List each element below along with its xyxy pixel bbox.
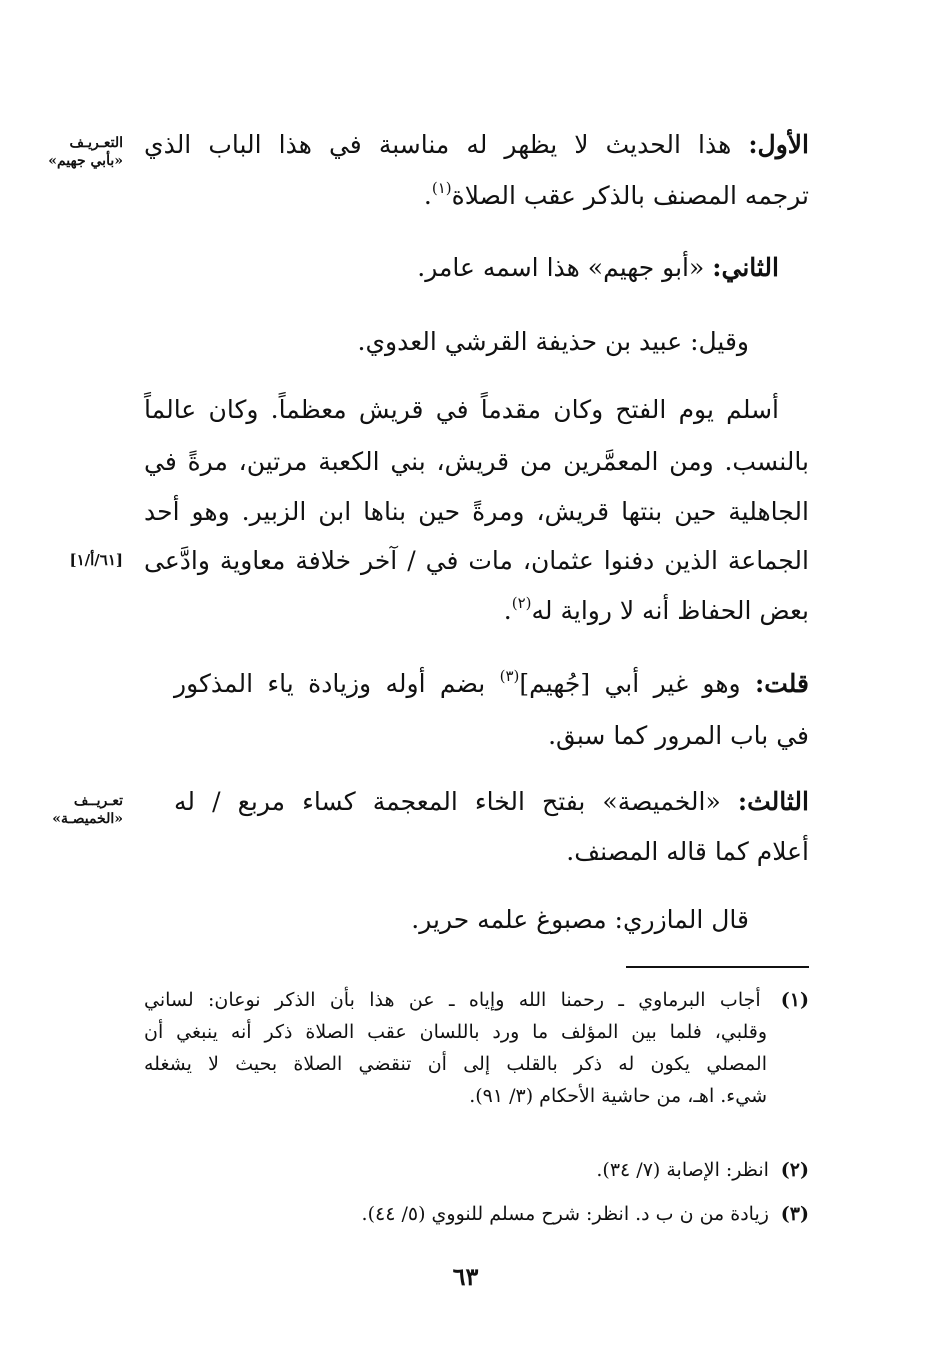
margin-note-line: التعـريـف [69, 135, 123, 151]
footnote-text: أجاب البرماوي ـ رحمنا الله وإياه ـ عن هذا بأن الذكر نوعان: لساني [144, 989, 761, 1011]
para4-text: أسلم يوم الفتح وكان مقدماً في قريش معظماً. وكان عالماً [144, 395, 779, 424]
footnote-number: (٣) [780, 1203, 809, 1225]
para4-text: الجماعة الذين دفنوا عثمان، مات في / آخر خلافة معاوية وادَّعى [144, 546, 809, 575]
para4-text: بعض الحفاظ أنه لا رواية له [531, 596, 809, 625]
para4-line5 [504, 591, 809, 631]
para5-line1 [174, 664, 809, 704]
para5-text: بضم أوله وزيادة ياء المذكور [174, 669, 486, 698]
para6-label: الثالث: [737, 787, 809, 816]
para5-text: في باب المرور كما سبق. [548, 721, 809, 750]
para3-text: وقيل: عبيد بن حذيفة القرشي العدوي. [357, 327, 749, 356]
margin-note-line: «الخميصـة» [52, 811, 123, 827]
para4-text: بالنسب. ومن المعمَّرين من قريش، بني الكعبة مرتين، مرةً في [144, 447, 809, 476]
footnote-line: المصلي يكون له ذكر بالقلب إلى أن تنقضي الصلاة بحيث لا يشغله [144, 1053, 767, 1075]
margin-note-page-reference: [٦١/أ/١] [69, 551, 123, 569]
footnote-line [144, 984, 809, 1016]
para5-text: وهو غير أبي [جُهيم] [519, 669, 741, 698]
footnote-line: وقلبي، فلما بين المؤلف ما ورد باللسان عقب الصلاة ذكر أنه ينبغي أن [144, 1021, 767, 1043]
para1-line2 [424, 176, 809, 216]
para1-line2-end: . [423, 181, 432, 210]
margin-note-khamisa [52, 792, 123, 828]
para4-line2 [144, 442, 809, 482]
para7-line [411, 900, 749, 940]
para1-line1 [144, 125, 809, 165]
para4-line4 [144, 541, 809, 581]
para1-text: هذا الحديث لا يظهر له مناسبة في هذا الباب الذي [144, 130, 732, 159]
para6-text: «الخميصة» بفتح الخاء المعجمة كساء مربع / له [174, 787, 721, 816]
footnote-text: زيادة من ن ب د. انظر: شرح مسلم للنووي (٥/ ٤٤). [361, 1203, 769, 1225]
page-number: ٦٣ [452, 1262, 479, 1291]
para4-text: الجاهلية حين بنتها قريش، ومرةً حين بناها ابن الزبير. وهو أحد [144, 497, 809, 526]
para3-line [358, 322, 749, 362]
footnote-number: (١) [780, 989, 809, 1011]
margin-note-abu-juhaym [48, 134, 123, 170]
margin-note-line: تعـريــف [73, 793, 123, 809]
para6-line1 [174, 782, 809, 822]
footnote-text: انظر: الإصابة (٧/ ٣٤). [596, 1159, 769, 1181]
para6-line2 [566, 832, 809, 872]
para2-text: «أبو جهيم» هذا اسمه عامر. [417, 253, 705, 282]
para5-label: قلت: [755, 669, 810, 698]
para4-line3 [144, 492, 809, 532]
para1-label: الأول: [748, 130, 809, 159]
footnote-2 [596, 1154, 809, 1186]
para2-line [417, 248, 779, 288]
footnote-3 [362, 1198, 809, 1230]
para6-text: أعلام كما قاله المصنف. [566, 837, 809, 866]
footnote-ref: (١) [431, 179, 452, 197]
para4-line5-end: . [503, 596, 512, 625]
para4-line1 [144, 390, 779, 430]
para5-line2 [548, 716, 809, 756]
margin-note-line: «بأبي جهيم» [48, 153, 123, 169]
footnote-separator [626, 966, 809, 968]
footnote-1 [144, 984, 809, 1112]
para7-text: قال المازري: مصبوغ علمه حرير. [411, 905, 749, 934]
footnote-ref: (٢) [511, 594, 532, 612]
footnote-ref: (٣) [499, 667, 520, 685]
para2-label: الثاني: [712, 253, 779, 282]
para1-line2-text: ترجمه المصنف بالذكر عقب الصلاة [451, 181, 809, 210]
footnote-number: (٢) [780, 1159, 809, 1181]
footnote-line: شيء. اهـ، من حاشية الأحكام (٣/ ٩١). [469, 1085, 767, 1107]
